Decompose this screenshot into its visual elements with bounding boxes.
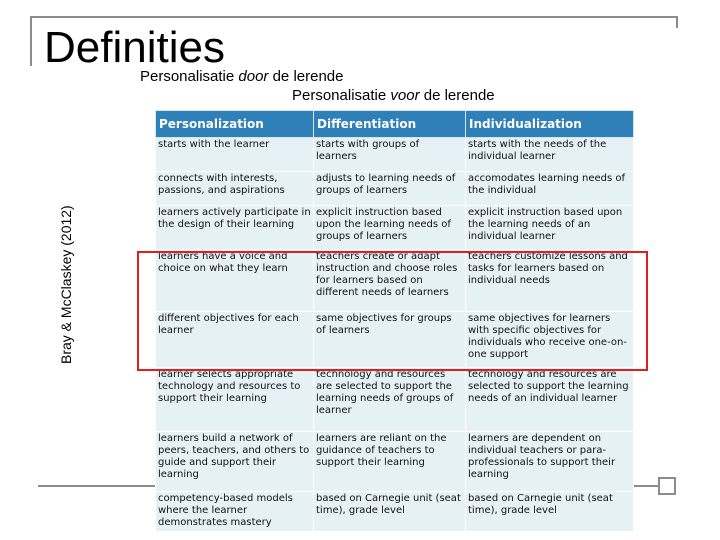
table-cell: teachers create or adapt instruction and choose roles for learners based on different needs of learners <box>314 250 466 312</box>
table-cell: starts with the learner <box>156 138 314 172</box>
subtitle-door: Personalisatie door de lerende <box>140 68 344 85</box>
table-cell: learners have a voice and choice on what they learn <box>156 250 314 312</box>
table-cell: accomodates learning needs of the individual <box>466 172 634 206</box>
table-cell: based on Carnegie unit (seat time), grade level <box>466 492 634 532</box>
table-cell: teachers customize lessons and tasks for learners based on individual needs <box>466 250 634 312</box>
table-cell: same objectives for groups of learners <box>314 312 466 368</box>
header-personalization: Personalization <box>156 111 314 138</box>
table-row <box>156 492 634 532</box>
table-row <box>156 172 634 206</box>
table-cell: technology and resources are selected to support the learning needs of an individual learner <box>466 368 634 432</box>
table-cell: technology and resources are selected to support the learning needs of groups of learner <box>314 368 466 432</box>
table-row <box>156 138 634 172</box>
table-cell: learner selects appropriate technology and resources to support their learning <box>156 368 314 432</box>
table-cell: explicit instruction based upon the learning needs of groups of learners <box>314 206 466 250</box>
slide-title: Definities <box>44 23 225 72</box>
frame-corner-square <box>658 477 676 495</box>
table-cell: learners build a network of peers, teachers, and others to guide and support their learning <box>156 432 314 492</box>
highlight-box <box>137 251 648 371</box>
table-row <box>156 432 634 492</box>
frame-top-line <box>30 16 678 18</box>
table-cell: starts with the needs of the individual learner <box>466 138 634 172</box>
table-cell: learners are dependent on individual teachers or para-professionals to support their learning <box>466 432 634 492</box>
header-differentiation: Differentiation <box>314 111 466 138</box>
subtitle-voor: Personalisatie voor de lerende <box>292 87 495 104</box>
table-cell: explicit instruction based upon the learning needs of an individual learner <box>466 206 634 250</box>
frame-right-tick <box>676 16 678 28</box>
citation-label: Bray & McClaskey (2012) <box>58 205 74 364</box>
table-cell: same objectives for learners with specific objectives for individuals who receive one-on-one support <box>466 312 634 368</box>
table-cell: starts with groups of learners <box>314 138 466 172</box>
table-cell: learners actively participate in the design of their learning <box>156 206 314 250</box>
table-header-row <box>156 111 634 138</box>
table-cell: different objectives for each learner <box>156 312 314 368</box>
frame-left-line <box>30 16 32 66</box>
table-cell: based on Carnegie unit (seat time), grade level <box>314 492 466 532</box>
header-individualization: Individualization <box>466 111 634 138</box>
table-cell: adjusts to learning needs of groups of learners <box>314 172 466 206</box>
table-cell: learners are reliant on the guidance of teachers to support their learning <box>314 432 466 492</box>
table-row <box>156 206 634 250</box>
table-cell: connects with interests, passions, and aspirations <box>156 172 314 206</box>
table-cell: competency-based models where the learner demonstrates mastery <box>156 492 314 532</box>
table-row <box>156 368 634 432</box>
